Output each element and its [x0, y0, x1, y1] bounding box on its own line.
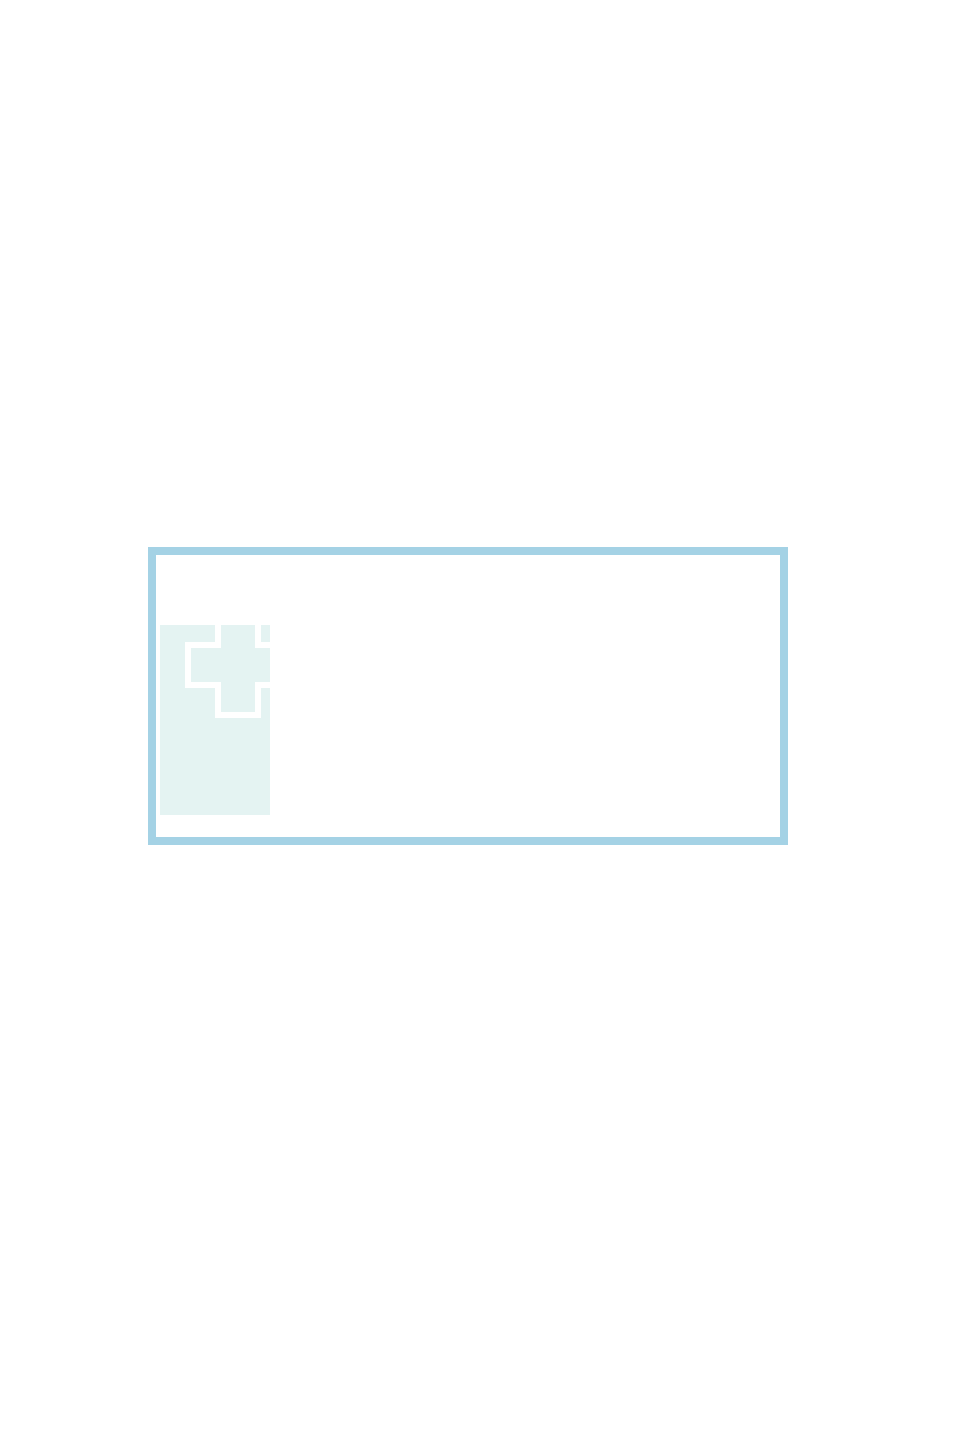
artio-watermark-logo [148, 515, 788, 845]
document-page [4, 0, 958, 93]
